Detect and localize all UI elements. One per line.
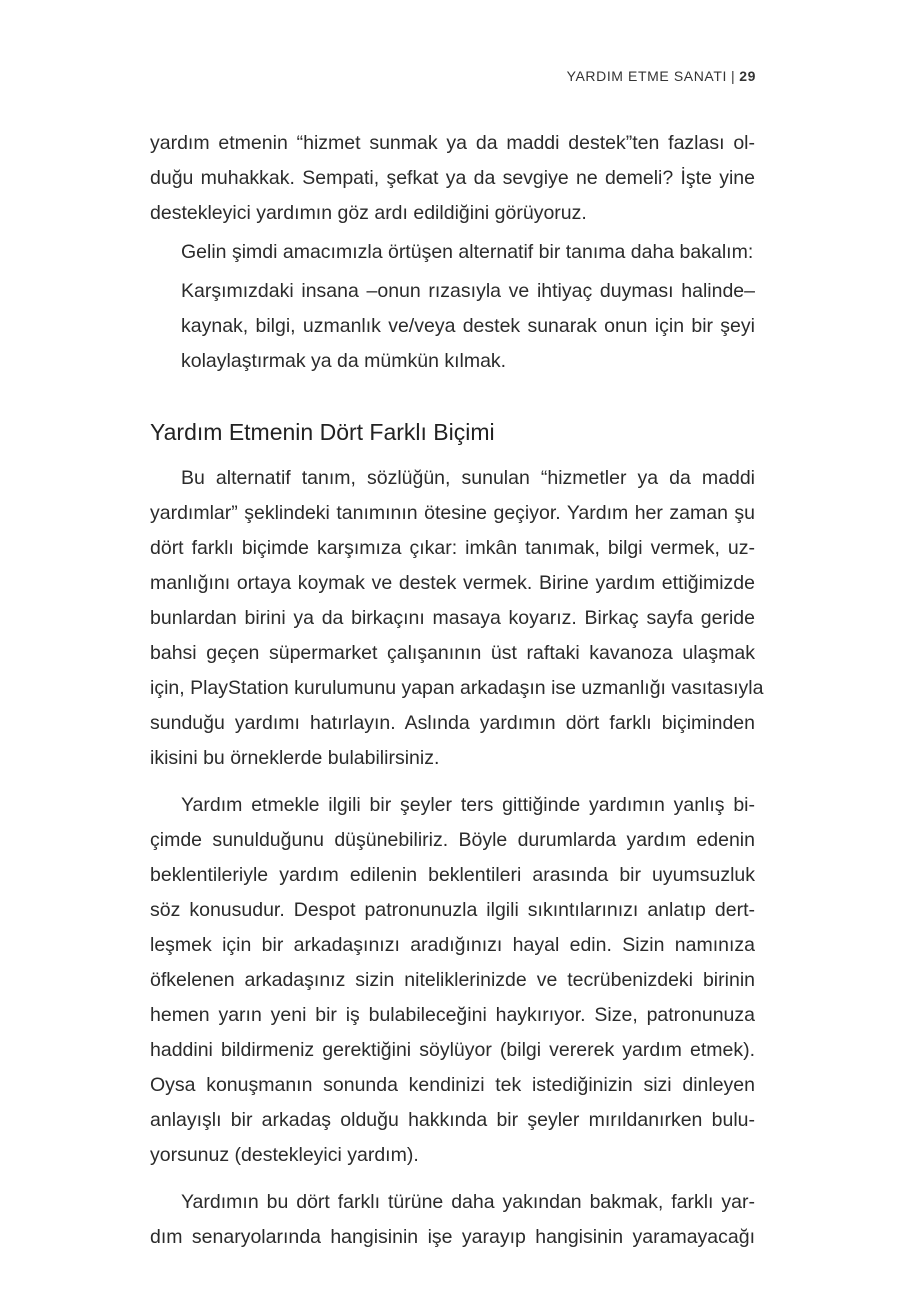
text-line: duğu muhakkak. Sempati, şefkat ya da sevgiye ne demeli? İşte yine	[150, 167, 755, 189]
text-line: Bu alternatif tanım, sözlüğün, sunulan “hizmetler ya da maddi	[181, 467, 755, 489]
paragraph	[150, 126, 755, 231]
paragraph	[150, 461, 764, 776]
paragraph	[150, 788, 755, 1173]
text-line: kolaylaştırmak ya da mümkün kılmak.	[181, 350, 507, 372]
header-separator: |	[730, 68, 736, 84]
definition-quote	[150, 274, 755, 379]
text-line: Yardımın bu dört farklı türüne daha yakından bakmak, farklı yar-	[181, 1191, 755, 1213]
text-line: söz konusudur. Despot patronunuzla ilgili sıkıntılarınızı anlatıp dert-	[150, 899, 755, 921]
page-number: 29	[739, 68, 756, 84]
text-line: yardımlar” şeklindeki tanımının ötesine geçiyor. Yardım her zaman şu	[150, 502, 755, 524]
text-line: dört farklı biçimde karşımıza çıkar: imkân tanımak, bilgi vermek, uz-	[150, 537, 755, 559]
text-line: bahsi geçen süpermarket çalışanının üst raftaki kavanoza ulaşmak	[150, 642, 755, 664]
text-line: öfkelenen arkadaşınız sizin niteliklerinizde ve tecrübenizdeki birinin	[150, 969, 755, 991]
text-line: leşmek için bir arkadaşınızı aradığınızı hayal edin. Sizin namınıza	[150, 934, 755, 956]
text-line: çimde sunulduğunu düşünebiliriz. Böyle durumlarda yardım edenin	[150, 829, 755, 851]
text-line: anlayışlı bir arkadaş olduğu hakkında bir şeyler mırıldanırken bulu-	[150, 1109, 755, 1131]
text-line: Oysa konuşmanın sonunda kendinizi tek istediğinizin sizi dinleyen	[150, 1074, 755, 1096]
text-line: beklentileriyle yardım edilenin beklentileri arasında bir uyumsuzluk	[150, 864, 755, 886]
text-line: Karşımızdaki insana –onun rızasıyla ve ihtiyaç duyması halinde–	[181, 280, 755, 302]
running-header	[567, 68, 756, 84]
section-heading: Yardım Etmenin Dört Farklı Biçimi	[150, 419, 495, 445]
text-line: yardım etmenin “hizmet sunmak ya da maddi destek”ten fazlası ol-	[150, 132, 755, 154]
text-line: Gelin şimdi amacımızla örtüşen alternatif bir tanıma daha bakalım:	[181, 241, 754, 263]
text-line: hemen yarın yeni bir iş bulabileceğini haykırıyor. Size, patronunuza	[150, 1004, 755, 1026]
text-line: dım senaryolarında hangisinin işe yarayıp hangisinin yaramayacağı	[150, 1226, 755, 1248]
text-line: kaynak, bilgi, uzmanlık ve/veya destek sunarak onun için bir şeyi	[181, 315, 755, 337]
text-line: ikisini bu örneklerde bulabilirsiniz.	[150, 747, 440, 769]
paragraph	[150, 235, 755, 270]
text-line: manlığını ortaya koymak ve destek vermek. Birine yardım ettiğimizde	[150, 572, 755, 594]
text-line: Yardım etmekle ilgili bir şeyler ters gittiğinde yardımın yanlış bi-	[181, 794, 755, 816]
text-line: yorsunuz (destekleyici yardım).	[150, 1144, 419, 1166]
text-line: sunduğu yardımı hatırlayın. Aslında yardımın dört farklı biçiminden	[150, 712, 755, 734]
text-line: için, PlayStation kurulumunu yapan arkadaşın ise uzmanlığı vasıtasıyla	[150, 677, 764, 699]
page-body	[150, 126, 764, 1255]
paragraph	[150, 1185, 755, 1255]
text-line: bunlardan birini ya da birkaçını masaya koyarız. Birkaç sayfa geride	[150, 607, 755, 629]
text-line: haddini bildirmeniz gerektiğini söylüyor (bilgi vererek yardım etmek).	[150, 1039, 755, 1061]
text-line: destekleyici yardımın göz ardı edildiğini görüyoruz.	[150, 202, 587, 224]
running-header-title: YARDIM ETME SANATI	[566, 68, 727, 84]
